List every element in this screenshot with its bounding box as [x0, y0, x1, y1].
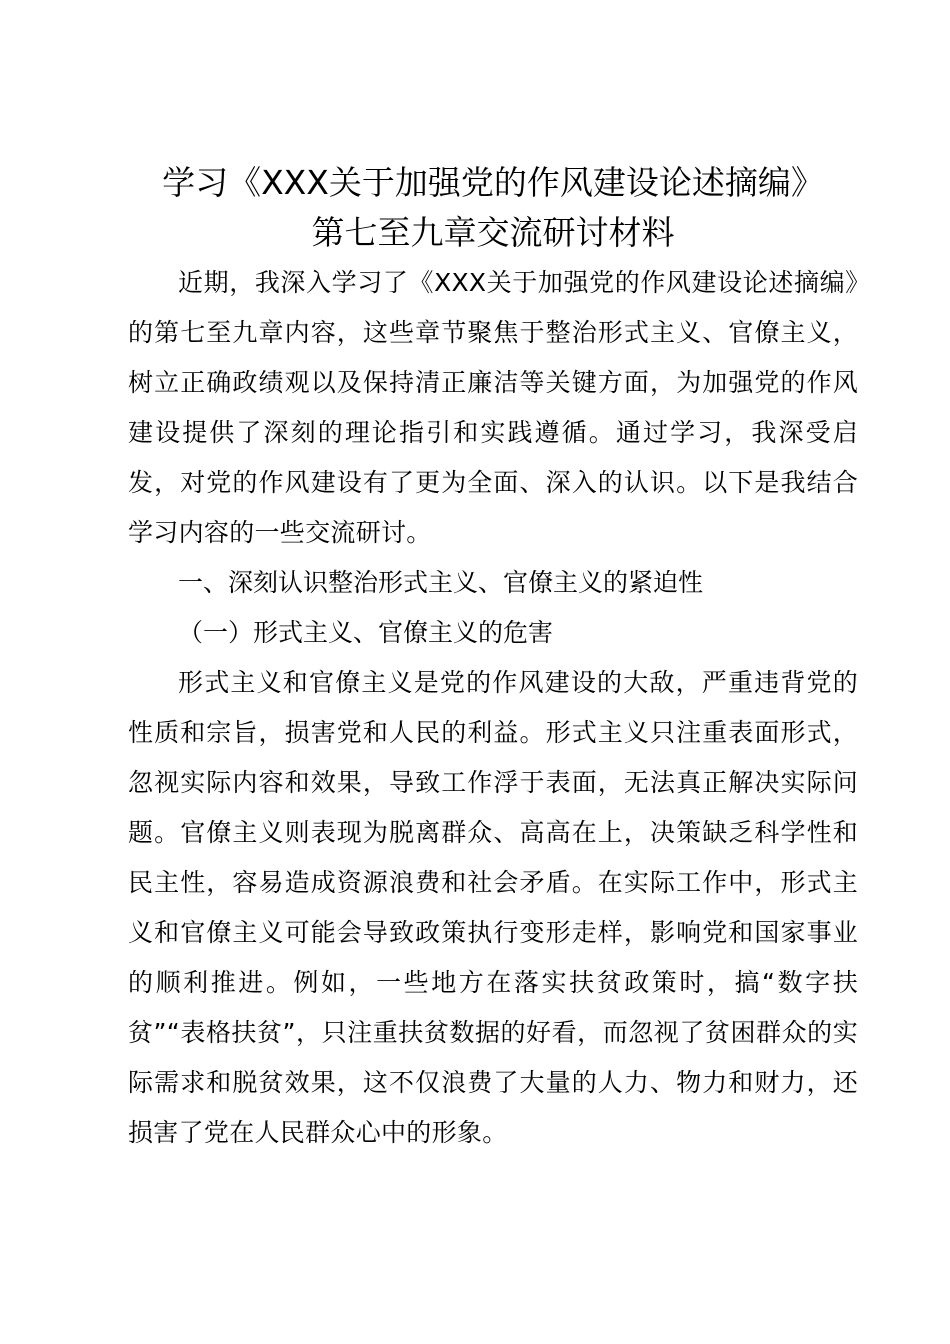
document-body	[128, 258, 858, 1158]
title-line-2: 第七至九章交流研讨材料	[311, 213, 675, 252]
section-1-heading: 一、深刻认识整治形式主义、官僚主义的紧迫性	[178, 568, 704, 597]
title-line-1: 学习《XXX关于加强党的作风建设论述摘编》	[162, 163, 824, 202]
document-title	[128, 158, 858, 258]
subsection-1-paragraph: 形式主义和官僚主义是党的作风建设的大敌，严重违背党的性质和宗旨，损害党和人民的利益。形式主义只注重表面形式，忽视实际内容和效果，导致工作浮于表面，无法真正解决实际问题。官僚主义则表现为脱离群众、高高在上，决策缺乏科学性和民主性，容易造成资源浪费和社会矛盾。在实际工作中，形式主义和官僚主义可能会导致政策执行变形走样，影响党和国家事业的顺利推进。例如，一些地方在落实扶贫政策时，搞“数字扶贫”“表格扶贫”，只注重扶贫数据的好看，而忽视了贫困群众的实际需求和脱贫效果，这不仅浪费了大量的人力、物力和财力，还损害了党在人民群众心中的形象。	[128, 668, 858, 1147]
intro-paragraph: 近期，我深入学习了《XXX关于加强党的作风建设论述摘编》的第七至九章内容，这些章节聚焦于整治形式主义、官僚主义，树立正确政绩观以及保持清正廉洁等关键方面，为加强党的作风建设提供了深刻的理论指引和实践遵循。通过学习，我深受启发，对党的作风建设有了更为全面、深入的认识。以下是我结合学习内容的一些交流研讨。	[128, 268, 858, 547]
subsection-1-heading: （一）形式主义、官僚主义的危害	[178, 618, 554, 647]
